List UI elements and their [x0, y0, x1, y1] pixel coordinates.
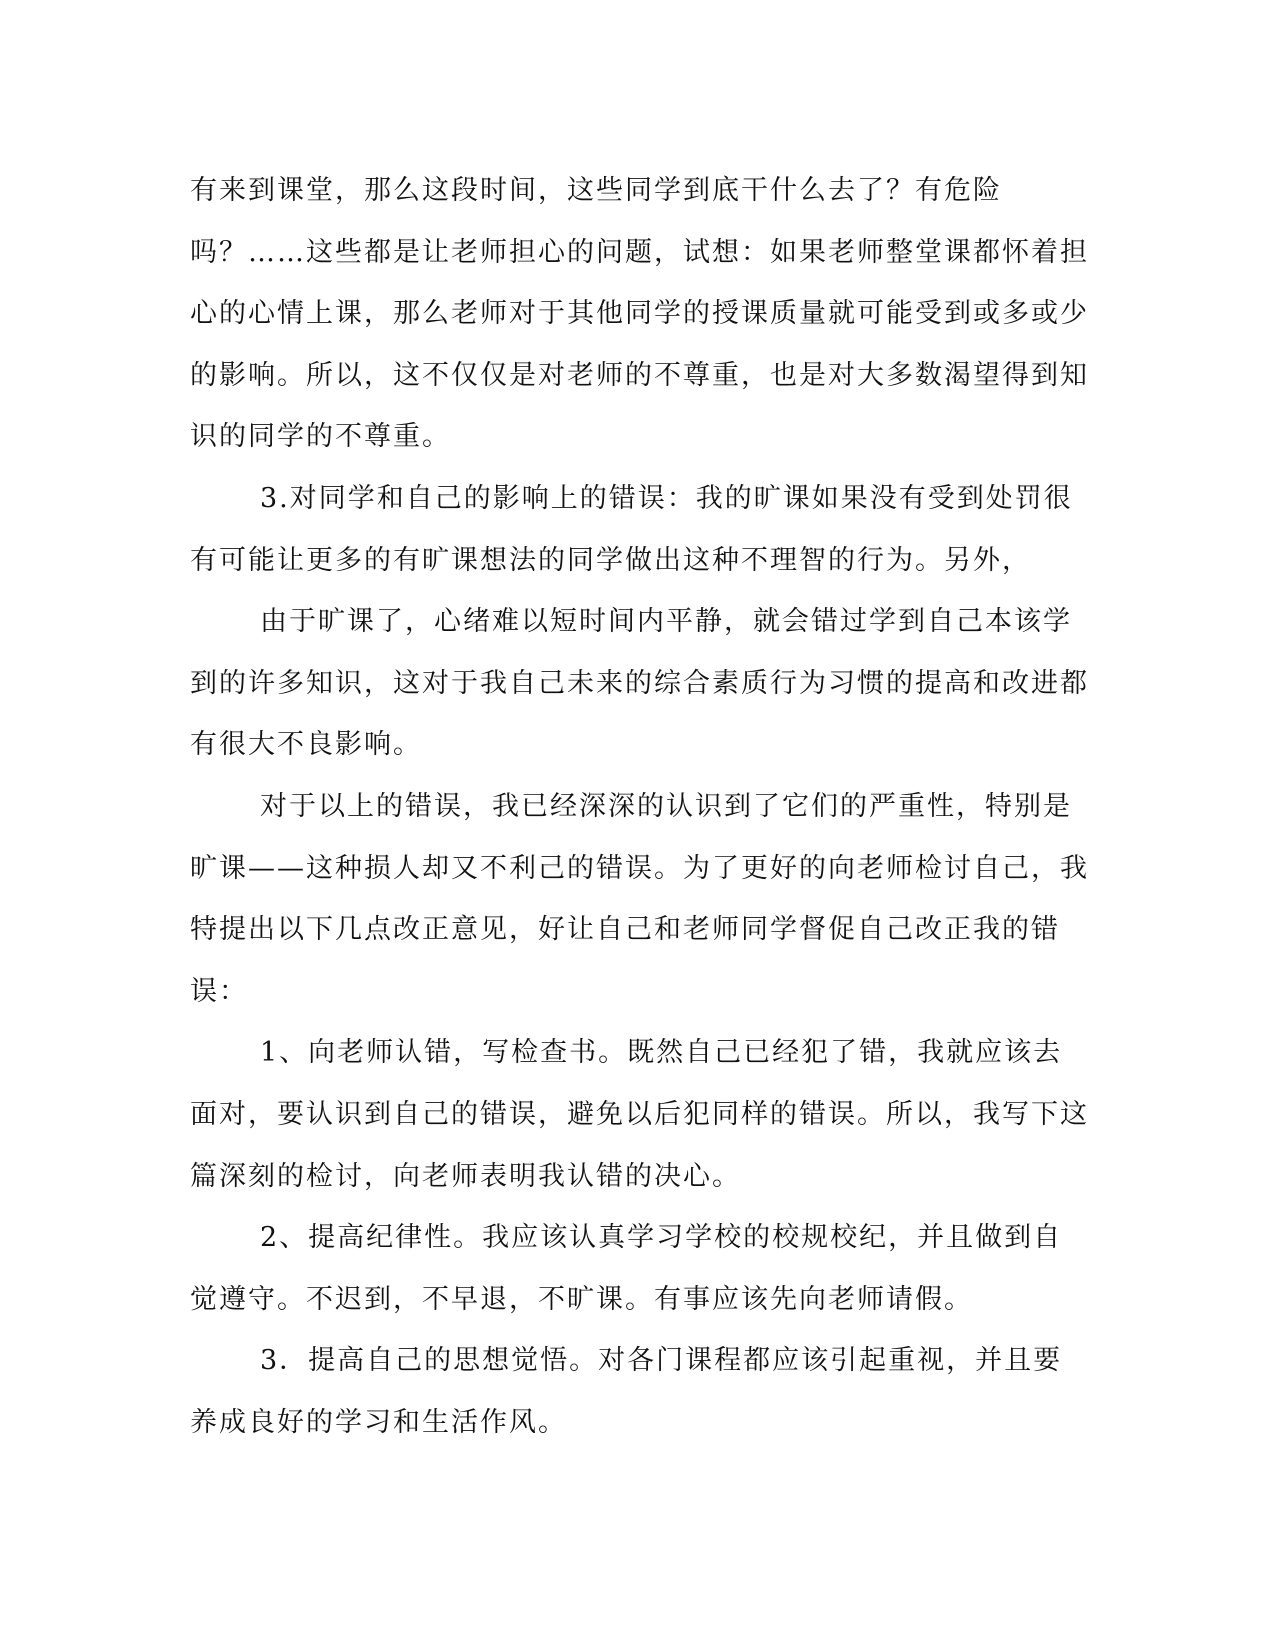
paragraph-7: 3．提高自己的思想觉悟。对各门课程都应该引起重视，并且要养成良好的学习和生活作风。 — [190, 1345, 1063, 1438]
paragraph-1: 有来到课堂，那么这段时间，这些同学到底干什么去了？有危险吗？……这些都是让老师担心的问题，试想：如果老师整堂课都怀着担心的心情上课，那么老师对于其他同学的授课质量就可能受到或多或少的影响。所以，这不仅仅是对老师的不尊重，也是对大多数渴望得到知识的同学的不尊重。 — [190, 175, 1089, 453]
document-body — [190, 160, 1090, 1453]
paragraph-2: 3.对同学和自己的影响上的错误：我的旷课如果没有受到处罚很有可能让更多的有旷课想法的同学做出这种不理智的行为。另外， — [190, 482, 1073, 576]
paragraph-3: 由于旷课了，心绪难以短时间内平静，就会错过学到自己本该学到的许多知识，这对于我自己未来的综合素质行为习惯的提高和改进都有很大不良影响。 — [190, 606, 1089, 761]
paragraph-5: 1、向老师认错，写检查书。既然自己已经犯了错，我就应该去面对，要认识到自己的错误，避免以后犯同样的错误。所以，我写下这篇深刻的检讨，向老师表明我认错的决心。 — [190, 1037, 1089, 1192]
paragraph-6: 2、提高纪律性。我应该认真学习学校的校规校纪，并且做到自觉遵守。不迟到，不早退，不旷课。有事应该先向老师请假。 — [190, 1222, 1063, 1315]
paragraph-4: 对于以上的错误，我已经深深的认识到了它们的严重性，特别是旷课——这种损人却又不利己的错误。为了更好的向老师检讨自己，我特提出以下几点改正意见，好让自己和老师同学督促自己改正我的错误： — [190, 790, 1089, 1007]
